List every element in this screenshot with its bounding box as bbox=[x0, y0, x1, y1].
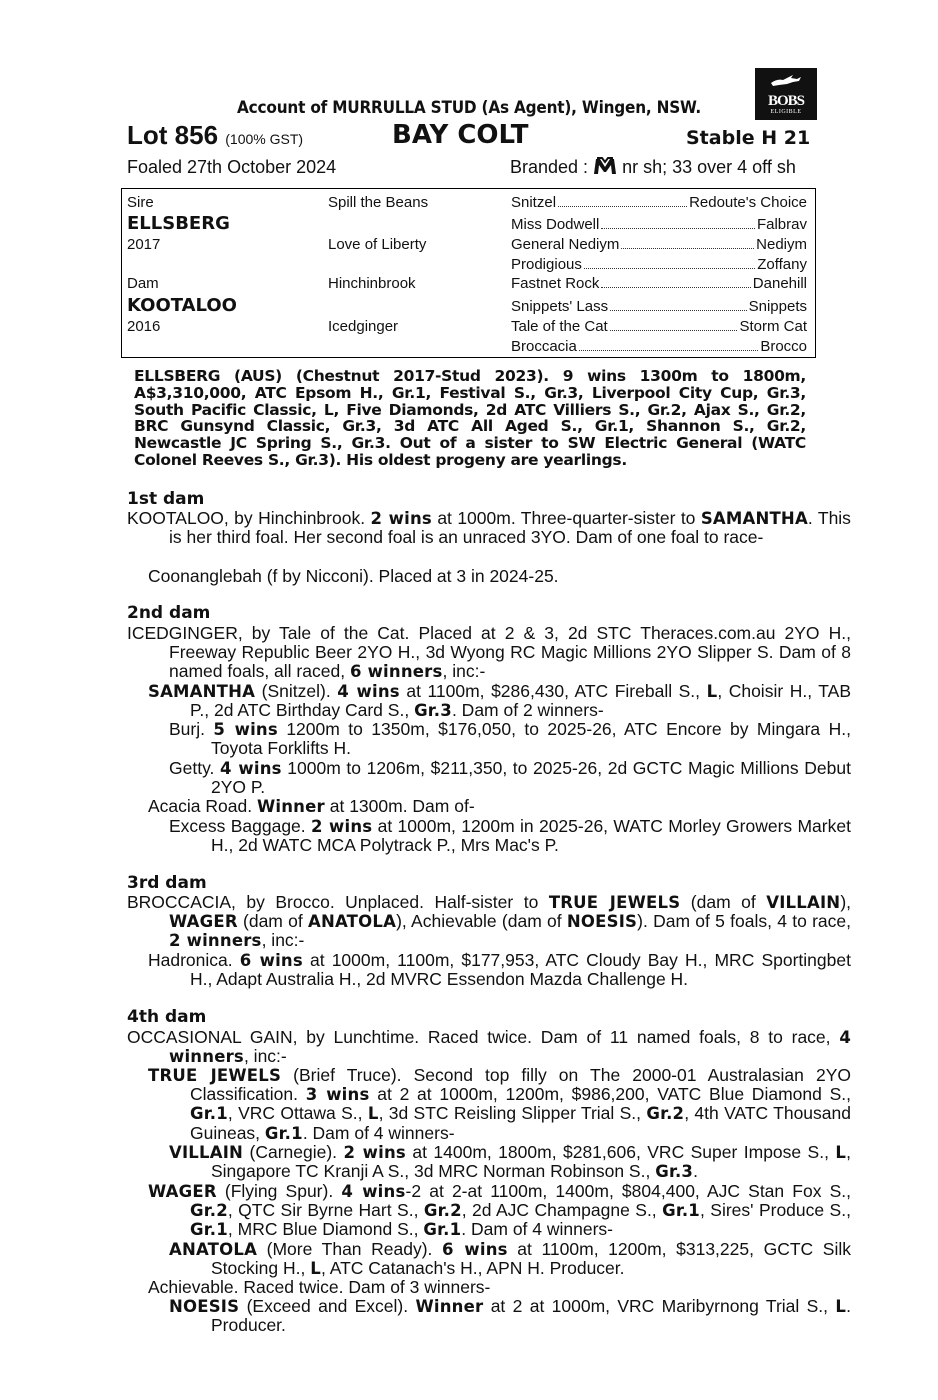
bold-text: 4 winners bbox=[169, 1028, 851, 1067]
text: Hadronica. bbox=[148, 950, 233, 970]
ancestor-right: Snippets bbox=[748, 298, 807, 315]
bold-text: Gr.1 bbox=[190, 1104, 228, 1124]
bold-text: VILLAIN bbox=[169, 1143, 244, 1162]
foal-entry bbox=[148, 567, 808, 586]
text: 1200m to 1350m, $176,050, to 2025-26, ATC Encore by Mingara H., Toyota Forklifts H. bbox=[211, 719, 851, 759]
bold-text: 2 wins bbox=[310, 817, 373, 836]
ancestor-row bbox=[511, 275, 807, 292]
ancestor-right: Redoute's Choice bbox=[689, 194, 807, 211]
section-heading-4th-dam: 4th dam bbox=[127, 1007, 207, 1027]
bold-text: L bbox=[310, 1259, 321, 1279]
ancestor-left: Snippets' Lass bbox=[511, 298, 609, 315]
text: , MRC Blue Diamond S., bbox=[227, 1219, 419, 1240]
text: , QTC Sir Byrne Hart S., bbox=[227, 1200, 419, 1221]
text: Acacia Road. bbox=[148, 796, 253, 816]
dam-dam: Icedginger bbox=[328, 318, 399, 335]
text: . Dam of 4 winners- bbox=[461, 1219, 613, 1240]
progeny-entry bbox=[169, 759, 851, 797]
fourth-dam-entry bbox=[127, 1028, 851, 1066]
text: 1000m to 1206m, $211,350, to 2025-26, 2d GCTC Magic Millions Debut 2YO P. bbox=[211, 758, 851, 798]
bobs-logo bbox=[755, 68, 817, 120]
bold-text: SAMANTHA bbox=[148, 682, 256, 701]
stallion-summary: ELLSBERG (AUS) (Chestnut 2017-Stud 2023). 9 wins 1300m to 1800m, A$3,310,000, ATC Epsom H., Gr.1, Festival S., Gr.3, Liverpool City Cup, Gr.3, South Pacific Classic, L, Five Diamonds, 2d ATC Villiers S., Gr.2, Ajax S., Gr.2, BRC Gunsynd Classic, Gr.3, 3d ATC All Aged S., Gr.1, Shannon S., Gr.2, Newcastle JC Spring S., Gr.3. Out of a sister to SW Electric General (WATC Colonel Reeves S., Gr.3). His oldest progeny are yearlings. bbox=[134, 367, 806, 469]
text: ICEDGINGER, by Tale of the Cat. Placed at 2 & 3, 2d STC Theraces.com.au 2YO H., Freeway Republic Beer 2YO H., 3d Wyong RC Magic Millions 2YO Slipper S. Dam of 8 named foals, all raced, bbox=[127, 623, 851, 682]
ancestor-row bbox=[511, 338, 807, 355]
progeny-entry bbox=[169, 1297, 851, 1335]
ancestor-row bbox=[511, 194, 807, 211]
text: . Dam of 4 winners- bbox=[302, 1122, 455, 1143]
text: . Dam of 2 winners- bbox=[451, 700, 604, 721]
bold-text: VILLAIN bbox=[766, 893, 841, 912]
text: , VRC Ottawa S., bbox=[227, 1103, 363, 1124]
text: (More Than Ready). bbox=[266, 1239, 433, 1259]
ancestor-left: General Nediym bbox=[511, 236, 620, 253]
sire-name: ELLSBERG bbox=[127, 213, 230, 234]
text: (Carnegie). bbox=[249, 1142, 338, 1162]
progeny-entry bbox=[169, 1240, 851, 1278]
text: (Brief Truce). Second top filly on The 2000-01 Australasian 2YO Classification. bbox=[190, 1065, 851, 1105]
text: OCCASIONAL GAIN, by Lunchtime. Raced twice. Dam of 11 named foals, 8 to race, bbox=[127, 1027, 831, 1047]
text: -2 at 2-at 1100m, 1400m, $804,400, AJC Stan Fox S., bbox=[405, 1181, 851, 1201]
ancestor-right: Danehill bbox=[752, 275, 807, 292]
text: (dam of bbox=[690, 892, 756, 912]
text: at 1000m, 1100m, $177,953, ATC Cloudy Bay H., MRC Sportingbet H., Adapt Australia H., 2d MVRC Essendon Mazda Challenge H. bbox=[190, 950, 851, 990]
text: at 1400m, 1800m, $281,606, VRC Super Impose S., bbox=[412, 1142, 829, 1162]
text: , Sires' Produce S., bbox=[700, 1200, 851, 1221]
bold-text: Gr.2 bbox=[423, 1201, 462, 1221]
bold-text: Gr.1 bbox=[662, 1201, 700, 1221]
text: (Flying Spur). bbox=[224, 1181, 334, 1201]
progeny-entry bbox=[148, 1278, 809, 1297]
third-dam-entry bbox=[127, 893, 851, 951]
bold-text: 6 wins bbox=[442, 1240, 508, 1259]
bold-text: Gr.3 bbox=[655, 1162, 694, 1182]
bold-text: 6 winners bbox=[349, 662, 443, 682]
bold-text: L bbox=[367, 1104, 379, 1124]
bold-text: Gr.1 bbox=[423, 1220, 462, 1240]
text: , Choisir H., TAB P., 2d ATC Birthday Card S., bbox=[190, 681, 852, 721]
text: Achievable. Raced twice. Dam of 3 winners- bbox=[148, 1277, 491, 1297]
text: at 1100m, 1200m, $313,225, GCTC Silk Stocking H., bbox=[211, 1239, 851, 1279]
text: ). Dam of 5 foals, 4 to race, bbox=[637, 911, 851, 932]
bold-text: Gr.1 bbox=[264, 1123, 303, 1143]
bold-text: 6 wins bbox=[239, 951, 303, 970]
ancestor-right: Brocco bbox=[760, 338, 807, 355]
ancestor-left: Broccacia bbox=[511, 338, 577, 355]
bold-text: TRUE JEWELS bbox=[148, 1066, 282, 1085]
bold-text: 2 wins bbox=[343, 1143, 406, 1162]
bold-text: L bbox=[835, 1143, 847, 1162]
text: , 2d AJC Champagne S., bbox=[461, 1200, 657, 1221]
bold-text: Gr.2 bbox=[646, 1104, 685, 1124]
text: KOOTALOO, by Hinchinbrook. bbox=[127, 508, 366, 528]
foaled-date: Foaled 27th October 2024 bbox=[127, 157, 337, 177]
lot-description: BAY COLT bbox=[392, 120, 529, 150]
ancestor-row bbox=[511, 298, 807, 315]
progeny-entry bbox=[148, 951, 851, 989]
logo-subtext: ELIGIBLE bbox=[770, 109, 802, 115]
text: (Snitzel). bbox=[261, 681, 331, 701]
progeny-entry bbox=[169, 817, 851, 855]
ancestor-row bbox=[511, 318, 807, 335]
text: Coonanglebah (f by Nicconi). Placed at 3 in 2024-25. bbox=[148, 566, 559, 586]
dam-sire: Hinchinbrook bbox=[328, 275, 416, 292]
bold-text: 2 wins bbox=[370, 509, 432, 528]
logo-text: BOBS bbox=[767, 93, 805, 109]
progeny-entry bbox=[169, 720, 851, 758]
branded-marks: nr sh; 33 over 4 off sh bbox=[622, 157, 796, 177]
text: at 1000m. Three-quarter-sister to bbox=[437, 508, 696, 528]
ancestor-row bbox=[511, 256, 807, 273]
bold-text: 4 wins bbox=[337, 682, 400, 701]
bold-text: WAGER bbox=[169, 912, 238, 932]
text: , inc:- bbox=[442, 661, 486, 682]
bold-text: Gr.2 bbox=[190, 1201, 228, 1221]
bold-text: L bbox=[706, 682, 718, 701]
bold-text: NOESIS bbox=[169, 1297, 240, 1316]
ancestor-left: Prodigious bbox=[511, 256, 582, 273]
horse-icon bbox=[769, 74, 803, 88]
bold-text: 2 winners bbox=[169, 931, 262, 951]
ancestor-right: Zoffany bbox=[757, 256, 807, 273]
text: BROCCACIA, by Brocco. Unplaced. Half-sister to bbox=[127, 892, 539, 912]
bold-text: WAGER bbox=[148, 1182, 217, 1201]
progeny-entry bbox=[148, 1182, 851, 1240]
progeny-entry bbox=[169, 1143, 851, 1181]
section-heading-3rd-dam: 3rd dam bbox=[127, 873, 207, 893]
bold-text: Gr.3 bbox=[414, 701, 452, 721]
text: , ATC Catanach's H., APN H. Producer. bbox=[320, 1258, 625, 1279]
sire-label: Sire bbox=[127, 194, 154, 211]
first-dam-entry bbox=[127, 509, 851, 547]
ancestor-right: Falbrav bbox=[756, 216, 807, 233]
text: (Exceed and Excel). bbox=[246, 1296, 409, 1316]
progeny-entry bbox=[148, 797, 809, 816]
bold-text: 4 wins bbox=[220, 759, 282, 778]
ancestor-row bbox=[511, 236, 807, 253]
lot-label: Lot 856 bbox=[127, 120, 219, 150]
ancestor-left: Fastnet Rock bbox=[511, 275, 600, 292]
text: , inc:- bbox=[261, 930, 305, 951]
ancestor-left: Tale of the Cat bbox=[511, 318, 608, 335]
ancestor-left: Snitzel bbox=[511, 194, 557, 211]
brand-mark-icon bbox=[593, 157, 617, 175]
text: , inc:- bbox=[243, 1046, 287, 1067]
ancestor-left: Miss Dodwell bbox=[511, 216, 600, 233]
text: . Producer. bbox=[211, 1296, 851, 1336]
branded-label: Branded : bbox=[510, 157, 589, 177]
text: at 2 at 1000m, 1200m, $986,200, VATC Blue Diamond S., bbox=[377, 1084, 851, 1105]
section-heading-1st-dam: 1st dam bbox=[127, 489, 205, 509]
text: at 2 at 1000m, VRC Maribyrnong Trial S., bbox=[490, 1296, 829, 1316]
ancestor-row bbox=[511, 216, 807, 233]
text: , Singapore TC Kranji A S., 3d MRC Norman Robinson S., bbox=[211, 1142, 851, 1182]
bold-text: ANATOLA bbox=[308, 912, 397, 932]
progeny-entry bbox=[148, 1066, 851, 1143]
bold-text: NOESIS bbox=[566, 912, 638, 932]
text: Excess Baggage. bbox=[169, 816, 306, 836]
bold-text: Winner bbox=[256, 797, 325, 816]
text: , 4th VATC Thousand Guineas, bbox=[190, 1103, 851, 1143]
branding bbox=[510, 157, 796, 178]
bold-text: L bbox=[835, 1297, 847, 1316]
bold-text: Winner bbox=[415, 1297, 484, 1316]
bold-text: 5 wins bbox=[213, 720, 278, 739]
text: at 1000m, 1200m in 2025-26, WATC Morley Growers Market H., 2d WATC MCA Polytrack P., Mrs Mac's P. bbox=[211, 816, 851, 856]
lot-number bbox=[127, 120, 303, 151]
second-dam-entry bbox=[127, 624, 851, 682]
text: ), Achievable (dam of bbox=[396, 911, 562, 932]
text: Burj. bbox=[169, 719, 205, 739]
gst-note: (100% GST) bbox=[225, 131, 304, 147]
sire-dam: Love of Liberty bbox=[328, 236, 427, 253]
text: at 1100m, $286,430, ATC Fireball S., bbox=[406, 681, 701, 701]
ancestor-right: Nediym bbox=[756, 236, 807, 253]
progeny-entry bbox=[148, 682, 851, 720]
bold-text: TRUE JEWELS bbox=[548, 893, 681, 912]
dam-label: Dam bbox=[127, 275, 159, 292]
bold-text: 4 wins bbox=[341, 1182, 406, 1201]
stable-number: Stable H 21 bbox=[686, 127, 811, 149]
sire-sire: Spill the Beans bbox=[328, 194, 429, 211]
text: . bbox=[693, 1161, 698, 1182]
bold-text: 3 wins bbox=[305, 1085, 370, 1105]
text: at 1300m. Dam of- bbox=[329, 796, 475, 816]
dam-name: KOOTALOO bbox=[127, 295, 237, 316]
bold-text: ANATOLA bbox=[169, 1240, 258, 1259]
ancestor-right: Storm Cat bbox=[739, 318, 807, 335]
bold-text: Gr.1 bbox=[190, 1220, 228, 1240]
vendor-account: Account of MURRULLA STUD (As Agent), Wingen, NSW. bbox=[237, 98, 701, 118]
text: , 3d STC Reisling Slipper Trial S., bbox=[378, 1103, 642, 1124]
bold-text: SAMANTHA bbox=[700, 509, 808, 528]
text: Getty. bbox=[169, 758, 215, 778]
sire-year: 2017 bbox=[127, 236, 161, 253]
text: . This is her third foal. Her second foal is an unraced 3YO. Dam of one foal to race- bbox=[169, 508, 851, 548]
text: (dam of bbox=[243, 911, 303, 932]
section-heading-2nd-dam: 2nd dam bbox=[127, 603, 211, 623]
text: ), bbox=[840, 892, 852, 912]
dam-year: 2016 bbox=[127, 318, 161, 335]
